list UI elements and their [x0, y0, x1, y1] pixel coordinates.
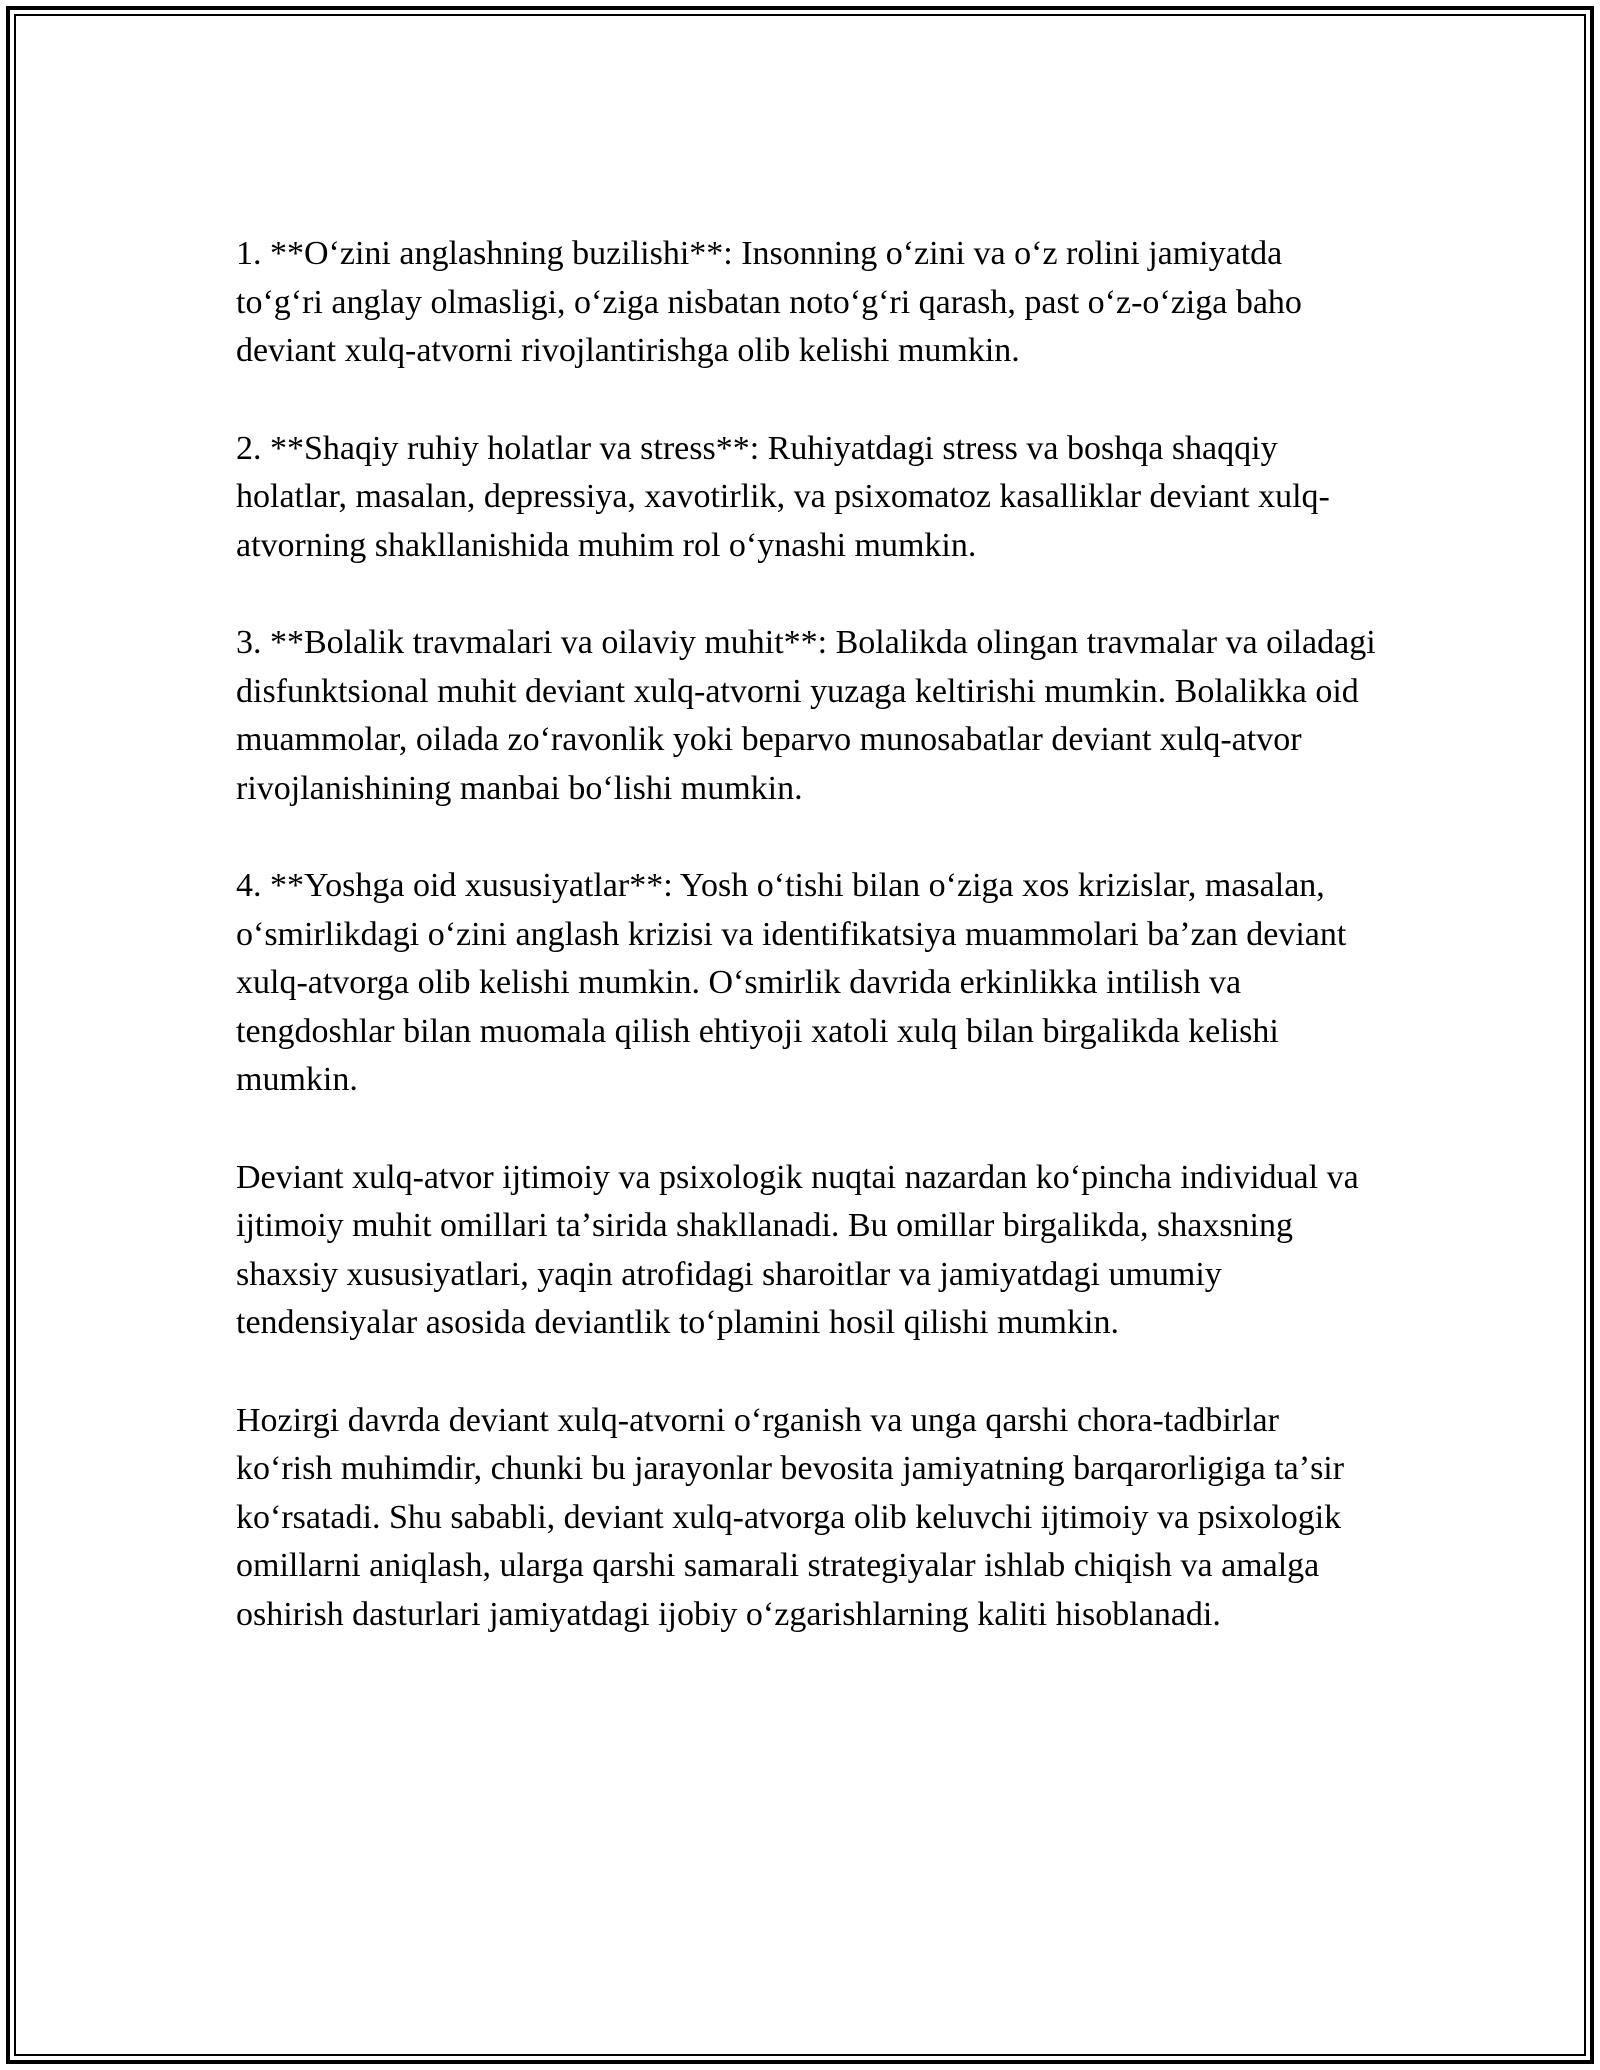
paragraph-age-features: 4. **Yoshga oid xususiyatlar**: Yosh oʻtishi bilan oʻziga xos krizislar, masalan, oʻsmirlikdagi oʻzini anglash krizisi va identifikatsiya muammolari baʼzan deviant xulq-atvorga olib kelishi mumkin. Oʻsmirlik davrida erkinlikka intilish va tengdoshlar bilan muomala qilish ehtiyoji xatoli xulq bilan birgalikda kelishi mumkin.	[236, 867, 1347, 1098]
paragraph-conclusion: Hozirgi davrda deviant xulq-atvorni oʻrganish va unga qarshi chora-tadbirlar koʻrish muhimdir, chunki bu jarayonlar bevosita jamiyatning barqarorligiga taʼsir koʻrsatadi. Shu sababli, deviant xulq-atvorga olib keluvchi ijtimoiy va psixologik omillarni aniqlash, ularga qarshi samarali strategiyalar ishlab chiqish va amalga oshirish dasturlari jamiyatdagi ijobiy oʻzgarishlarning kaliti hisoblanadi.	[236, 1401, 1345, 1633]
paragraph-stress: 2. **Shaqiy ruhiy holatlar va stress**: Ruhiyatdagi stress va boshqa shaqqiy holatlar, masalan, depressiya, xavotirlik, va psixomatoz kasalliklar deviant xulq-atvorning shakllanishida muhim rol oʻynashi mumkin.	[236, 429, 1330, 564]
paragraph-childhood-trauma: 3. **Bolalik travmalari va oilaviy muhit**: Bolalikda olingan travmalar va oiladagi disfunktsional muhit deviant xulq-atvorni yuzaga keltirishi mumkin. Bolalikka oid muammolar, oilada zoʻravonlik yoki beparvo munosabatlar deviant xulq-atvor rivojlanishining manbai boʻlishi mumkin.	[236, 624, 1376, 807]
paragraph-self-perception: 1. **Oʻzini anglashning buzilishi**: Insonning oʻzini va oʻz rolini jamiyatda toʻgʻri anglay olmasligi, oʻziga nisbatan notoʻgʻri qarash, past oʻz-oʻziga baho deviant xulq-atvorni rivojlantirishga olib kelishi mumkin.	[236, 235, 1302, 369]
paragraph-social-factors: Deviant xulq-atvor ijtimoiy va psixologik nuqtai nazardan koʻpincha individual va ijtimoiy muhit omillari taʼsirida shakllanadi. Bu omillar birgalikda, shaxsning shaxsiy xususiyatlari, yaqin atrofidagi sharoitlar va jamiyatdagi umumiy tendensiyalar asosida deviantlik toʻplamini hosil qilishi mumkin.	[236, 1158, 1359, 1341]
document-body	[236, 230, 1376, 1688]
